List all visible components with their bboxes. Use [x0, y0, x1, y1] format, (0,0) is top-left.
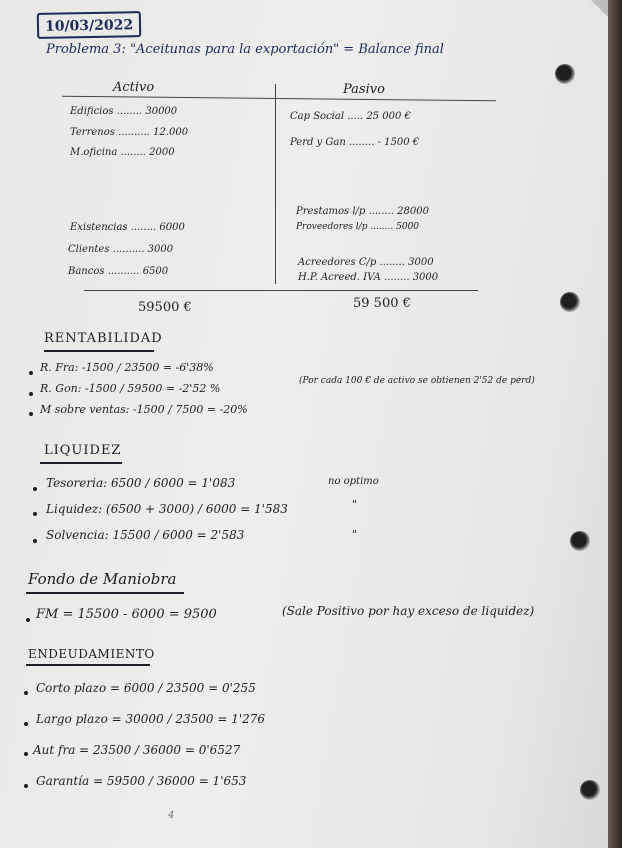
fm-note: (Sale Positivo por hay exceso de liquidez) [282, 604, 535, 618]
rentabilidad-heading: RENTABILIDAD [44, 331, 163, 346]
bullet [24, 722, 28, 726]
bullet [24, 784, 28, 788]
activo-row: M.oficina ........ 2000 [70, 147, 175, 158]
pasivo-row: Proveedores l/p ........ 5000 [296, 222, 420, 232]
activo-row: Clientes .......... 3000 [68, 244, 174, 255]
footer-mark: 4 [168, 810, 175, 821]
ratio-line: Largo plazo = 30000 / 23500 = 1'276 [36, 712, 266, 726]
activo-heading: Activo [113, 80, 155, 95]
problem-title: Problema 3: "Aceitunas para la exportación" = Balance final [46, 42, 444, 57]
heading-underline [40, 462, 122, 464]
pasivo-row: Prestamos l/p ........ 28000 [296, 206, 429, 217]
bullet [33, 539, 37, 543]
date-box [37, 11, 142, 39]
bullet [33, 487, 37, 491]
ratio-note: " [352, 498, 358, 511]
ratio-note: no optimo [328, 476, 379, 487]
binder-hole [580, 780, 600, 800]
bullet [33, 512, 37, 516]
pasivo-row: Cap Social ..... 25 000 € [290, 111, 411, 122]
heading-underline [44, 350, 154, 352]
bullet [29, 392, 33, 396]
pasivo-row: Acreedores C/p ........ 3000 [298, 257, 434, 268]
activo-row: Bancos .......... 6500 [68, 266, 169, 277]
liquidez-heading: LIQUIDEZ [44, 443, 122, 458]
balance-top-rule [62, 96, 496, 102]
bullet [29, 371, 33, 375]
date: 10/03/2022 [44, 17, 134, 35]
ratio-line: Garantía = 59500 / 36000 = 1'653 [36, 774, 247, 788]
activo-row: Edificios ........ 30000 [70, 106, 178, 117]
activo-row: Existencias ........ 6000 [70, 222, 185, 233]
pasivo-row: Perd y Gan ........ - 1500 € [290, 137, 420, 148]
binder-hole [570, 531, 590, 551]
ratio-line: M sobre ventas: -1500 / 7500 = -20% [40, 403, 248, 416]
pasivo-row: H.P. Acreed. IVA ........ 3000 [298, 272, 439, 283]
ratio-line: R. Fra: -1500 / 23500 = -6'38% [40, 361, 214, 374]
bullet [24, 691, 28, 695]
ratio-line: R. Gon: -1500 / 59500 = -2'52 % [40, 382, 221, 395]
fm-line: FM = 15500 - 6000 = 9500 [36, 607, 217, 622]
balance-total-rule [84, 290, 478, 291]
bullet [24, 752, 28, 756]
activo-row: Terrenos .......... 12.000 [70, 127, 189, 138]
ratio-line: Liquidez: (6500 + 3000) / 6000 = 1'583 [46, 502, 288, 516]
ratio-note: (Por cada 100 € de activo se obtienen 2'52 de perd) [299, 376, 535, 386]
endeudamiento-heading: ENDEUDAMIENTO [28, 647, 155, 661]
ratio-line: Aut fra = 23500 / 36000 = 0'6527 [33, 743, 241, 757]
page-fold [590, 0, 608, 16]
heading-underline [26, 664, 150, 666]
balance-divider [275, 84, 276, 284]
binder-hole [560, 292, 580, 312]
ratio-line: Corto plazo = 6000 / 23500 = 0'255 [36, 681, 256, 695]
binder-hole [555, 64, 575, 84]
ratio-line: Tesoreria: 6500 / 6000 = 1'083 [46, 476, 236, 490]
ratio-note: " [352, 528, 358, 541]
activo-total: 59500 € [138, 300, 192, 315]
bullet [29, 412, 33, 416]
bullet [26, 618, 30, 622]
heading-underline [26, 592, 184, 594]
page-edge [608, 0, 622, 848]
pasivo-heading: Pasivo [343, 82, 385, 97]
pasivo-total: 59 500 € [353, 296, 411, 311]
fondo-heading: Fondo de Maniobra [28, 570, 177, 588]
ratio-line: Solvencia: 15500 / 6000 = 2'583 [46, 528, 245, 542]
